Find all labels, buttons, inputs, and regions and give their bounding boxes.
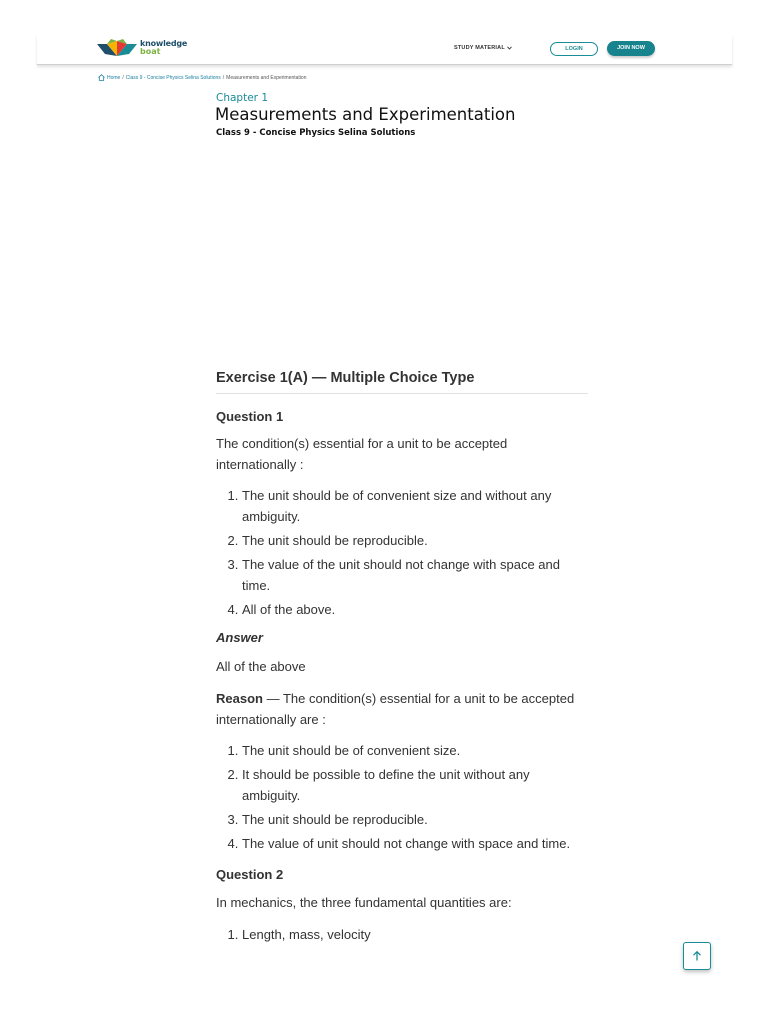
list-item: 4. All of the above. bbox=[242, 599, 588, 620]
breadcrumb-class-link[interactable]: Class 9 - Concise Physics Selina Solutions bbox=[125, 74, 221, 81]
join-now-button[interactable]: JOIN NOW bbox=[607, 41, 655, 56]
chapter-label: Chapter 1 bbox=[216, 92, 268, 104]
breadcrumb bbox=[98, 74, 307, 81]
question-title: Question 1 bbox=[216, 409, 284, 424]
reason-text: — The condition(s) essential for a unit to be accepted internationally are : bbox=[216, 691, 575, 727]
breadcrumb-separator: / bbox=[222, 74, 225, 81]
solution-content bbox=[216, 370, 588, 948]
page-subtitle: Class 9 - Concise Physics Selina Solutions bbox=[216, 128, 416, 138]
login-button[interactable]: LOGIN bbox=[550, 42, 598, 56]
chevron-down-icon bbox=[507, 46, 512, 50]
list-item: 1. Length, mass, velocity bbox=[242, 924, 588, 945]
reason-label: Reason bbox=[216, 691, 263, 706]
study-material-menu[interactable] bbox=[454, 45, 512, 51]
site-header bbox=[37, 35, 732, 65]
list-item: 3. The unit should be reproducible. bbox=[242, 809, 588, 830]
list-item: 3. The value of the unit should not change with space and time. bbox=[242, 554, 588, 596]
answer-text: All of the above bbox=[216, 659, 306, 674]
breadcrumb-separator: / bbox=[122, 74, 124, 81]
answer-heading: Answer bbox=[216, 630, 263, 645]
list-item: 1. The unit should be of convenient size. bbox=[242, 740, 588, 761]
options-list bbox=[216, 924, 588, 945]
options-list bbox=[216, 485, 588, 620]
reasons-list bbox=[216, 740, 588, 854]
exercise-title: Exercise 1(A) — Multiple Choice Type bbox=[216, 370, 588, 394]
reason-paragraph bbox=[216, 688, 588, 730]
arrow-up-icon bbox=[691, 950, 703, 962]
boat-logo-icon bbox=[97, 39, 137, 57]
list-item: 2. It should be possible to define the unit without any ambiguity. bbox=[242, 764, 588, 806]
breadcrumb-home-link[interactable]: Home bbox=[107, 74, 121, 81]
breadcrumb-current: Measurements and Experimentation bbox=[226, 74, 307, 81]
question-text: The condition(s) essential for a unit to be accepted internationally : bbox=[216, 436, 508, 472]
question-text: In mechanics, the three fundamental quantities are: bbox=[216, 895, 512, 910]
list-item: 2. The unit should be reproducible. bbox=[242, 530, 588, 551]
list-item: 1. The unit should be of convenient size and without any ambiguity. bbox=[242, 485, 588, 527]
page-title: Measurements and Experimentation bbox=[215, 105, 516, 124]
home-icon[interactable] bbox=[98, 74, 105, 81]
logo-text-line1: knowledge bbox=[140, 39, 188, 48]
logo-text-line2: boat bbox=[140, 47, 161, 56]
question-title: Question 2 bbox=[216, 867, 284, 882]
study-material-label: STUDY MATERIAL bbox=[454, 45, 505, 51]
site-logo[interactable] bbox=[97, 39, 187, 57]
list-item: 4. The value of unit should not change with space and time. bbox=[242, 833, 588, 854]
scroll-to-top-button[interactable] bbox=[683, 942, 711, 970]
logo-text bbox=[140, 40, 187, 56]
